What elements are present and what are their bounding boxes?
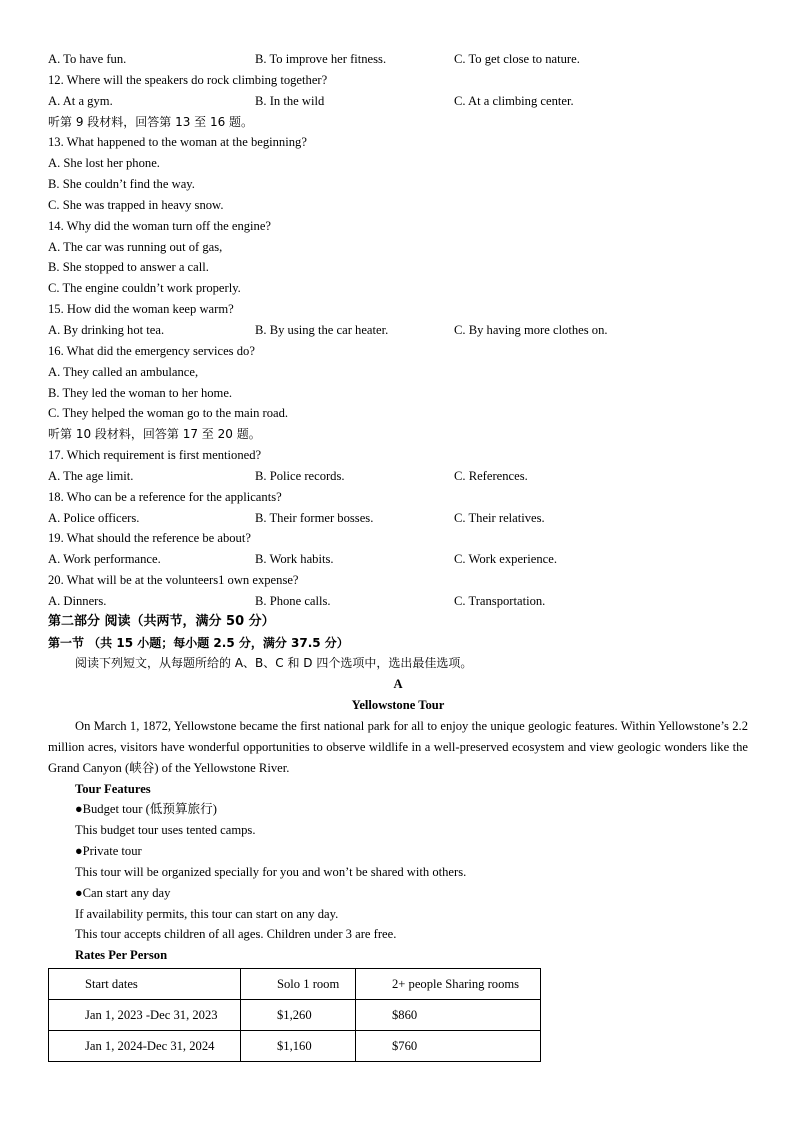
option-b: B. By using the car heater. [255, 322, 389, 337]
reading-instructions: 阅读下列短文，从每题所给的 A、B、C 和 D 四个选项中，选出最佳选项。 [75, 656, 473, 671]
feature-text: This budget tour uses tented camps. [75, 823, 256, 838]
feature-budget-tour: ●Budget tour (低预算旅行) [75, 802, 217, 817]
option-a: A. By drinking hot tea. [48, 322, 165, 337]
option-b: B. They led the woman to her home. [48, 385, 233, 400]
option-b: B. She stopped to answer a call. [48, 260, 209, 275]
option-a: A. They called an ambulance, [48, 364, 199, 379]
feature-text: If availability permits, this tour can start on any day. [75, 906, 339, 921]
q19-question: 19. What should the reference be about? [48, 531, 251, 546]
q15-question: 15. How did the woman keep warm? [48, 302, 234, 317]
q18-question: 18. Who can be a reference for the applicants? [48, 489, 282, 504]
option-c: C. The engine couldn’t work properly. [48, 281, 241, 296]
table-header: Solo 1 room [241, 969, 356, 1000]
q13-question: 13. What happened to the woman at the beginning? [48, 135, 307, 150]
table-cell: $760 [356, 1031, 541, 1062]
q19-options [48, 549, 748, 570]
passage-intro [48, 716, 748, 779]
option-c: C. Their relatives. [454, 510, 545, 525]
rates-table [48, 968, 541, 1062]
table-cell: $1,160 [241, 1031, 356, 1062]
option-a: A. To have fun. [48, 52, 127, 66]
table-cell: $1,260 [241, 1000, 356, 1031]
option-b: B. Police records. [255, 468, 345, 483]
table-cell: Jan 1, 2023 -Dec 31, 2023 [49, 1000, 241, 1031]
table-header-row [49, 969, 541, 1000]
q20-question: 20. What will be at the volunteers1 own expense? [48, 573, 299, 588]
q20-options [48, 591, 748, 612]
table-header: Start dates [49, 969, 241, 1000]
section10-heading: 听第 10 段材料，回答第 17 至 20 题。 [48, 427, 261, 442]
passage-letter: A [393, 677, 403, 692]
q11-options [48, 49, 748, 70]
q17-options [48, 466, 748, 487]
feature-private-tour: ●Private tour [75, 844, 142, 859]
option-a: A. Work performance. [48, 552, 161, 567]
option-c: C. At a climbing center. [454, 93, 574, 108]
option-a: A. At a gym. [48, 93, 113, 108]
feature-text: This tour will be organized specially for you and won’t be shared with others. [75, 864, 467, 879]
option-a: A. The car was running out of gas, [48, 239, 223, 254]
q17-question: 17. Which requirement is first mentioned? [48, 448, 262, 463]
option-b: B. To improve her fitness. [255, 52, 387, 66]
section9-heading: 听第 9 段材料，回答第 13 至 16 题。 [48, 114, 254, 129]
option-b: B. Work habits. [255, 552, 334, 567]
option-b: B. Their former bosses. [255, 510, 374, 525]
option-c: C. References. [454, 468, 528, 483]
table-header: 2+ people Sharing rooms [356, 969, 541, 1000]
option-c: C. They helped the woman go to the main road. [48, 406, 289, 421]
option-a: A. Police officers. [48, 510, 140, 525]
table-row [49, 1031, 541, 1062]
feature-text: This tour accepts children of all ages. Children under 3 are free. [75, 927, 397, 942]
q15-options [48, 320, 748, 341]
option-b: B. Phone calls. [255, 593, 331, 608]
table-row [49, 1000, 541, 1031]
rates-heading: Rates Per Person [75, 948, 168, 963]
option-a: A. Dinners. [48, 593, 107, 608]
option-a: A. She lost her phone. [48, 156, 160, 171]
features-heading: Tour Features [75, 781, 151, 796]
option-c: C. She was trapped in heavy snow. [48, 197, 224, 212]
q16-question: 16. What did the emergency services do? [48, 343, 255, 358]
passage-intro-text: On March 1, 1872, Yellowstone became the first national park for all to enjoy the unique geologic features. Within Yellowstone’s 2.2 million acres, visitors have wonderful opportunities to observe wildlife in a well-preserved ecosystem and view geologic wonders like the Grand Canyon (峡谷) of the Yellowstone River. [48, 719, 748, 775]
exam-page [48, 49, 748, 1062]
part2-title: 第二部分 阅读（共两节，满分 50 分） [48, 613, 275, 629]
q12-options [48, 91, 748, 112]
section1-title: 第一节 （共 15 小题；每小题 2.5 分，满分 37.5 分） [48, 635, 349, 650]
table-cell: Jan 1, 2024-Dec 31, 2024 [49, 1031, 241, 1062]
table-cell: $860 [356, 1000, 541, 1031]
feature-start-any-day: ●Can start any day [75, 885, 171, 900]
passage-title: Yellowstone Tour [351, 698, 445, 713]
option-b: B. In the wild [255, 93, 325, 108]
option-b: B. She couldn’t find the way. [48, 177, 195, 192]
q12-question: 12. Where will the speakers do rock climbing together? [48, 72, 328, 87]
option-c: C. Work experience. [454, 552, 557, 567]
option-c: C. By having more clothes on. [454, 322, 608, 337]
option-c: C. Transportation. [454, 593, 546, 608]
option-a: A. The age limit. [48, 468, 134, 483]
q14-question: 14. Why did the woman turn off the engine? [48, 218, 272, 233]
option-c: C. To get close to nature. [454, 52, 580, 66]
q18-options [48, 508, 748, 529]
